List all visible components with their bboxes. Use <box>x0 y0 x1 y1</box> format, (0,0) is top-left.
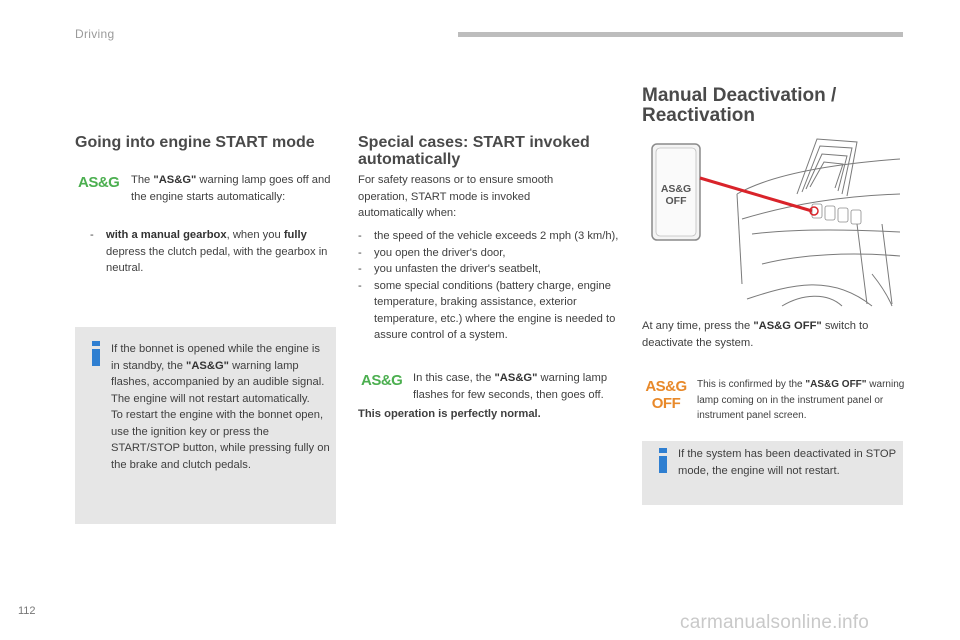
asg-warning-lamp-icon: AS&G <box>78 174 120 191</box>
asg-off-warning-lamp-icon: AS&G OFF <box>645 378 687 412</box>
info-box-bonnet <box>75 327 336 524</box>
page-number: 112 <box>18 605 36 617</box>
watermark: carmanualsonline.info <box>680 612 870 633</box>
col2-lamp-text: In this case, the "AS&G" warning lamp flashes for few seconds, then goes off. <box>413 372 608 401</box>
col2-normal-note: This operation is perfectly normal. <box>358 408 541 420</box>
info-icon <box>85 341 107 367</box>
list-item: - some special conditions (battery charge, engine temperature, braking assistance, exterior temperature, etc.) where the engine is needed to assure control of a system. <box>358 278 620 344</box>
col3-press-text: At any time, press the "AS&G OFF" switch to deactivate the system. <box>642 320 869 349</box>
list-item: - you unfasten the driver's seatbelt, <box>358 261 620 278</box>
section-title-manual-deactivation: Manual Deactivation / Reactivation <box>642 85 837 126</box>
col3-confirm-text: This is confirmed by the "AS&G OFF" warning lamp coming on in the instrument panel or instrument panel screen. <box>697 379 905 421</box>
info-box-deactivated <box>642 441 903 505</box>
col1-intro: The "AS&G" warning lamp goes off and the engine starts automatically: <box>131 174 331 203</box>
info-text-bonnet: If the bonnet is opened while the engine is in standby, the "AS&G" warning lamp flashes, accompanied by an audible signal. The engine will not restart automatically. To restart the engine with the bonnet open, use the ignition key or press the START/STOP button, while pressing fully on the brake and clutch pedals. <box>111 343 330 471</box>
col2-bullets <box>358 228 620 344</box>
asg-off-switch-label: AS&G OFF <box>660 183 692 207</box>
col1-bullet: - with a manual gearbox, when you fully depress the clutch pedal, with the gearbox in neutral. <box>90 227 340 277</box>
info-text-deactivated: If the system has been deactivated in STOP mode, the engine will not restart. <box>678 448 896 477</box>
dashboard-switch-illustration <box>642 134 903 308</box>
list-item: - the speed of the vehicle exceeds 2 mph (3 km/h), <box>358 228 620 245</box>
header-bar <box>458 32 903 37</box>
list-item: - you open the driver's door, <box>358 245 620 262</box>
section-title-start-mode: Going into engine START mode <box>75 134 315 151</box>
section-title-special-cases: Special cases: START invoked automatically <box>358 134 590 168</box>
info-icon <box>652 448 674 474</box>
section-label: Driving <box>75 27 115 41</box>
col2-intro: For safety reasons or to ensure smooth operation, START mode is invoked automatically when: <box>358 174 554 219</box>
asg-warning-lamp-icon: AS&G <box>361 372 403 389</box>
